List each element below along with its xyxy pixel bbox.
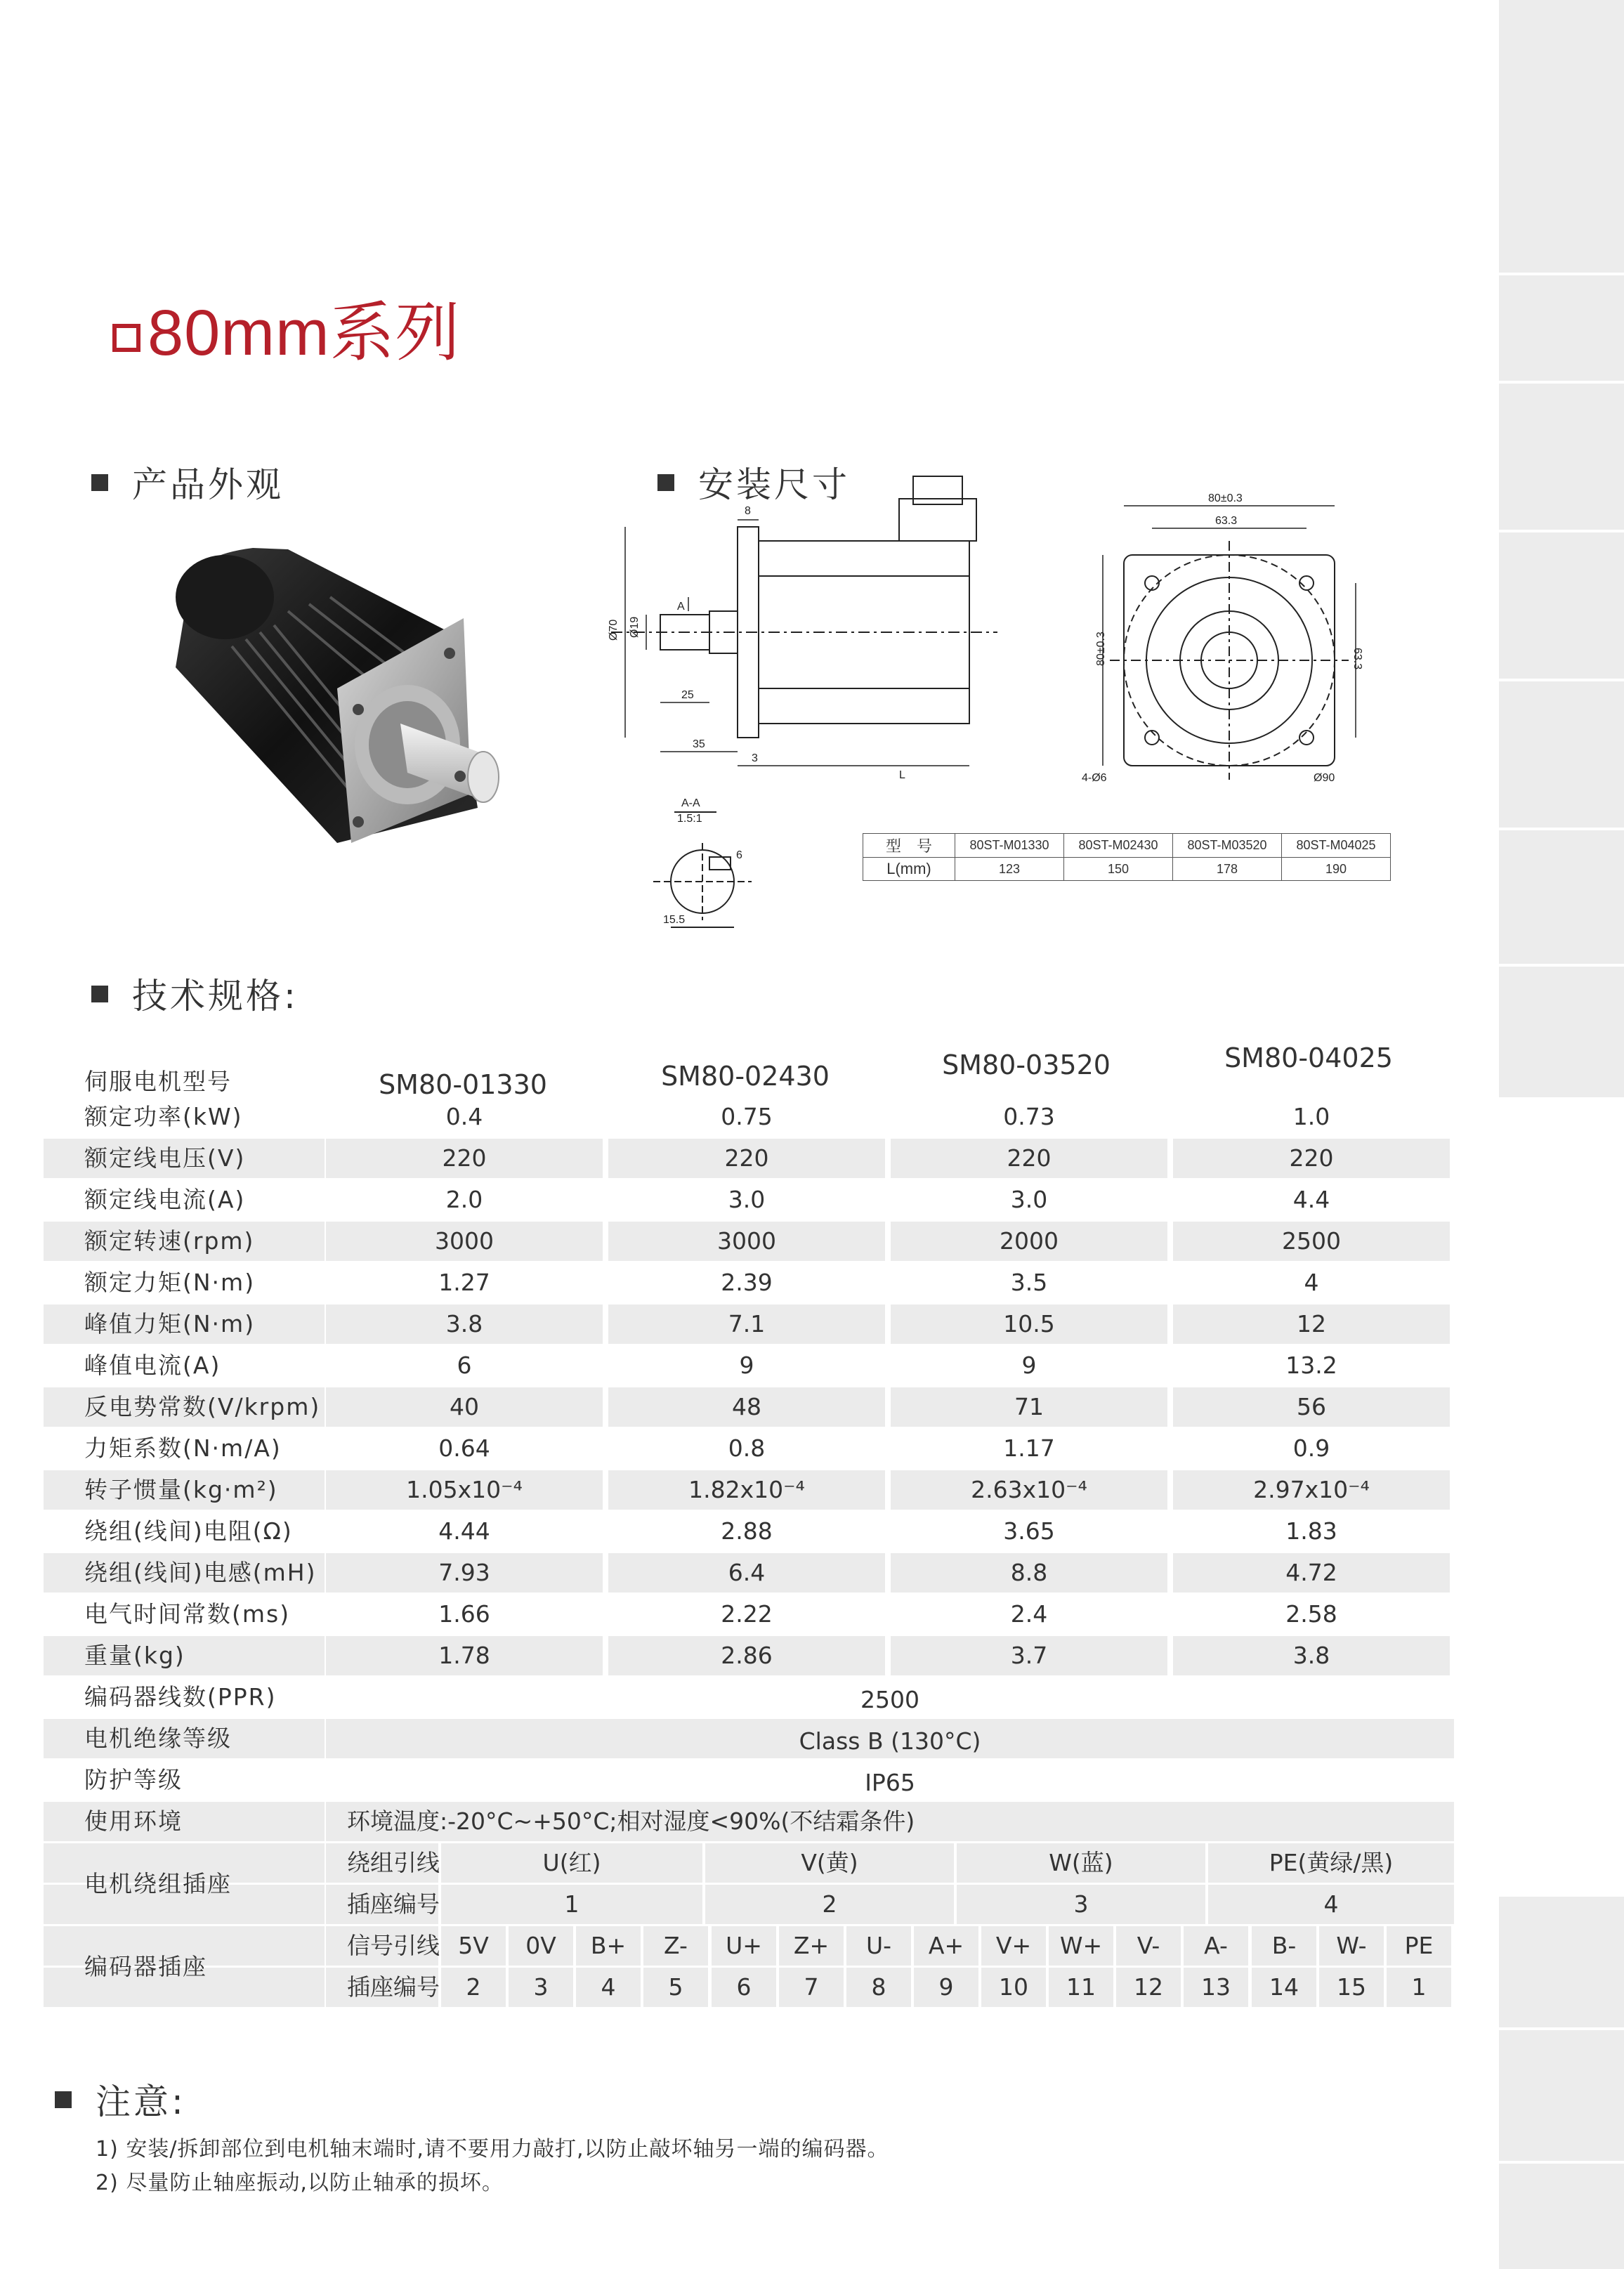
model-header: SM80-02430 bbox=[661, 1061, 830, 1092]
spec-value: 4 bbox=[1304, 1269, 1319, 1296]
encoder-socket-label: 编码器插座 bbox=[84, 1953, 207, 1980]
dim-phi19: Ø19 bbox=[629, 616, 641, 638]
motor-pin: 4 bbox=[1323, 1890, 1339, 1918]
dim-holes: 4-Ø6 bbox=[1082, 772, 1107, 784]
encoder-signal: A- bbox=[1204, 1932, 1228, 1959]
chapter-tab bbox=[1499, 2164, 1624, 2269]
section-appearance bbox=[91, 457, 284, 507]
encoder-pin: 11 bbox=[1066, 1973, 1096, 2001]
dim-15-5: 15.5 bbox=[663, 914, 686, 926]
section-appearance-text: 产品外观 bbox=[132, 464, 284, 505]
motor-row1-label: 绕组引线 bbox=[347, 1849, 440, 1876]
spec-value: 40 bbox=[450, 1393, 479, 1420]
spec-value: 71 bbox=[1014, 1393, 1044, 1420]
spec-value: 2.22 bbox=[721, 1600, 773, 1628]
encoder-pin: 5 bbox=[668, 1973, 683, 2001]
length-table bbox=[863, 833, 1391, 881]
spec-value: 9 bbox=[739, 1352, 754, 1379]
spec-value: 7.93 bbox=[438, 1559, 490, 1586]
spec-value: 9 bbox=[1021, 1352, 1037, 1379]
dim-3: 3 bbox=[752, 752, 758, 764]
spec-row-label: 电气时间常数(ms) bbox=[84, 1600, 291, 1628]
spec-value: 1.17 bbox=[1003, 1434, 1055, 1462]
spec-value: 3000 bbox=[717, 1227, 776, 1255]
spec-value: 3.0 bbox=[728, 1186, 766, 1213]
encoder-signal: 0V bbox=[525, 1932, 556, 1959]
bullet-icon bbox=[55, 2091, 72, 2108]
encoder-pin: 9 bbox=[938, 1973, 954, 2001]
chapter-tab bbox=[1499, 681, 1624, 828]
spec-value: 1.82x10⁻⁴ bbox=[688, 1476, 805, 1503]
motor-row2-label: 插座编号 bbox=[347, 1890, 440, 1918]
dim-L: L bbox=[899, 769, 905, 780]
spec-value: 2.58 bbox=[1285, 1600, 1337, 1628]
spec-value: 3000 bbox=[435, 1227, 494, 1255]
encoder-signal: 5V bbox=[458, 1932, 489, 1959]
bullet-icon bbox=[91, 474, 108, 491]
motor-lead: W(蓝) bbox=[1049, 1849, 1113, 1876]
spec-value: 220 bbox=[724, 1144, 769, 1172]
spec-value: 3.8 bbox=[1292, 1642, 1330, 1669]
spec-value: 2.97x10⁻⁴ bbox=[1253, 1476, 1370, 1503]
spec-value: 2.0 bbox=[445, 1186, 483, 1213]
encoder-pin: 10 bbox=[999, 1973, 1028, 2001]
spec-value: 3.65 bbox=[1003, 1517, 1055, 1545]
spec-row-label: 额定功率(kW) bbox=[84, 1103, 243, 1130]
spec-value: 2.86 bbox=[721, 1642, 773, 1669]
length-header-cell: 型 号 bbox=[863, 834, 955, 858]
chapter-tab bbox=[1499, 275, 1624, 381]
encoder-signal: V- bbox=[1137, 1932, 1160, 1959]
encoder-pin: 8 bbox=[871, 1973, 886, 2001]
page-title-text: 80mm系列 bbox=[148, 297, 461, 369]
encoder-signal: Z- bbox=[664, 1932, 688, 1959]
motor-lead: V(黄) bbox=[801, 1849, 858, 1876]
chapter-tab bbox=[1499, 384, 1624, 530]
model-header: SM80-03520 bbox=[942, 1050, 1111, 1080]
encoder-signal: W+ bbox=[1059, 1932, 1103, 1959]
spec-value: 4.72 bbox=[1285, 1559, 1337, 1586]
spec-value: 12 bbox=[1297, 1310, 1326, 1338]
length-cell: 150 bbox=[1064, 858, 1173, 881]
spec-value: 2.39 bbox=[721, 1269, 773, 1296]
spec-value: 0.8 bbox=[728, 1434, 766, 1462]
spec-value: 2.63x10⁻⁴ bbox=[971, 1476, 1087, 1503]
section-aa-drawing bbox=[639, 794, 794, 955]
spec-value: 1.05x10⁻⁴ bbox=[406, 1476, 523, 1503]
dim-8: 8 bbox=[745, 505, 751, 517]
length-header-cell: 80ST-M03520 bbox=[1173, 834, 1282, 858]
spec-value: 0.73 bbox=[1003, 1103, 1055, 1130]
spec-value: 220 bbox=[1289, 1144, 1334, 1172]
page-title bbox=[112, 281, 461, 374]
spec-value: 4.44 bbox=[438, 1517, 490, 1545]
chapter-tab bbox=[1499, 2030, 1624, 2161]
spec-row-label: 峰值电流(A) bbox=[84, 1352, 221, 1379]
dim-phi70: Ø70 bbox=[608, 619, 620, 641]
encoder-pin: 14 bbox=[1269, 1973, 1299, 2001]
encoder-pin: 7 bbox=[804, 1973, 819, 2001]
section-specs bbox=[91, 968, 299, 1019]
spec-value: 0.75 bbox=[721, 1103, 773, 1130]
spec-value: 3.5 bbox=[1010, 1269, 1048, 1296]
dim-phi90: Ø90 bbox=[1314, 772, 1335, 784]
encoder-row1-label: 信号引线 bbox=[347, 1932, 440, 1959]
shared-row-label: 编码器线数(PPR) bbox=[84, 1683, 277, 1711]
spec-row-label: 绕组(线间)电阻(Ω) bbox=[84, 1517, 293, 1545]
motor-product-image bbox=[148, 534, 513, 857]
encoder-pin: 1 bbox=[1411, 1973, 1427, 2001]
spec-row-label: 额定线电压(V) bbox=[84, 1144, 246, 1172]
encoder-pin: 6 bbox=[736, 1973, 752, 2001]
spec-value: 48 bbox=[732, 1393, 761, 1420]
spec-row-label: 绕组(线间)电感(mH) bbox=[84, 1559, 317, 1586]
encoder-signal: V+ bbox=[995, 1932, 1032, 1959]
shared-row-label: 电机绝缘等级 bbox=[84, 1725, 232, 1752]
side-view-drawing bbox=[604, 471, 1082, 780]
front-view-drawing bbox=[1082, 478, 1391, 787]
spec-value: 2.4 bbox=[1010, 1600, 1048, 1628]
spec-row-label: 力矩系数(N·m/A) bbox=[84, 1434, 282, 1462]
encoder-pin: 2 bbox=[466, 1973, 481, 2001]
spec-value: 8.8 bbox=[1010, 1559, 1048, 1586]
encoder-pin: 4 bbox=[601, 1973, 616, 2001]
spec-row-label: 峰值力矩(N·m) bbox=[84, 1310, 256, 1338]
spec-row-label: 转子惯量(kg·m²) bbox=[84, 1476, 278, 1503]
spec-value: 0.64 bbox=[438, 1434, 490, 1462]
shared-row-value: 2500 bbox=[860, 1686, 919, 1713]
spec-value: 1.27 bbox=[438, 1269, 490, 1296]
shared-row-label: 防护等级 bbox=[84, 1766, 183, 1793]
encoder-signal: Z+ bbox=[793, 1932, 830, 1959]
chapter-tab-strip bbox=[1499, 0, 1624, 2269]
spec-value: 4.4 bbox=[1292, 1186, 1330, 1213]
encoder-signal: A+ bbox=[928, 1932, 964, 1959]
motor-pin: 2 bbox=[822, 1890, 837, 1918]
shared-row-value: IP65 bbox=[865, 1769, 915, 1796]
encoder-signal: B- bbox=[1271, 1932, 1297, 1959]
chapter-tab bbox=[1499, 830, 1624, 964]
encoder-pin: 15 bbox=[1337, 1973, 1366, 2001]
dim-25: 25 bbox=[681, 689, 694, 701]
encoder-signal: W- bbox=[1336, 1932, 1367, 1959]
length-header-cell: 80ST-M02430 bbox=[1064, 834, 1173, 858]
section-specs-text: 技术规格: bbox=[132, 976, 299, 1016]
dim-width-63: 63.3 bbox=[1215, 515, 1238, 527]
motor-pin: 3 bbox=[1073, 1890, 1089, 1918]
chapter-tab bbox=[1499, 967, 1624, 1097]
length-header-cell: 80ST-M01330 bbox=[955, 834, 1064, 858]
dim-height-80: 80±0.3 bbox=[1095, 632, 1107, 666]
length-table-row bbox=[863, 858, 1391, 881]
spec-value: 1.78 bbox=[438, 1642, 490, 1669]
spec-value: 0.4 bbox=[445, 1103, 483, 1130]
encoder-pin: 13 bbox=[1201, 1973, 1231, 2001]
spec-value: 1.66 bbox=[438, 1600, 490, 1628]
spec-value: 6 bbox=[457, 1352, 472, 1379]
spec-value: 0.9 bbox=[1292, 1434, 1330, 1462]
encoder-signal: PE bbox=[1404, 1932, 1434, 1959]
shared-row-value: Class B (130°C) bbox=[799, 1727, 981, 1755]
spec-row-label: 重量(kg) bbox=[84, 1642, 185, 1669]
chapter-tab bbox=[1499, 0, 1624, 273]
spec-value: 7.1 bbox=[728, 1310, 766, 1338]
length-cell: 190 bbox=[1282, 858, 1391, 881]
square-icon bbox=[112, 324, 140, 352]
spec-value: 2000 bbox=[1000, 1227, 1059, 1255]
encoder-pin: 3 bbox=[533, 1973, 549, 2001]
model-header: SM80-04025 bbox=[1224, 1042, 1393, 1073]
note-item: 1) 安装/拆卸部位到电机轴末端时,请不要用力敲打,以防止敲坏轴另一端的编码器。 bbox=[96, 2137, 889, 2162]
spec-value: 1.83 bbox=[1285, 1517, 1337, 1545]
dim-height-63: 63.3 bbox=[1351, 648, 1363, 670]
chapter-tab bbox=[1499, 1897, 1624, 2027]
note-item: 2) 尽量防止轴座振动,以防止轴承的损坏。 bbox=[96, 2171, 504, 2195]
length-header-cell: 80ST-M04025 bbox=[1282, 834, 1391, 858]
bullet-icon bbox=[91, 986, 108, 1002]
section-mark-a: A bbox=[677, 601, 685, 613]
model-header: SM80-01330 bbox=[379, 1069, 547, 1100]
spec-value: 220 bbox=[1007, 1144, 1052, 1172]
spec-value: 56 bbox=[1297, 1393, 1326, 1420]
motor-lead: U(红) bbox=[542, 1849, 601, 1876]
encoder-pin: 12 bbox=[1134, 1973, 1163, 2001]
section-notes bbox=[55, 2074, 186, 2124]
length-table-header bbox=[863, 834, 1391, 858]
spec-value: 3.0 bbox=[1010, 1186, 1048, 1213]
section-dimensions-text: 安装尺寸 bbox=[698, 464, 850, 505]
shared-row-label: 使用环境 bbox=[84, 1807, 183, 1835]
spec-value: 13.2 bbox=[1285, 1352, 1337, 1379]
spec-row-label: 额定线电流(A) bbox=[84, 1186, 246, 1213]
spec-value: 220 bbox=[442, 1144, 487, 1172]
encoder-signal: U+ bbox=[726, 1932, 762, 1959]
model-label: 伺服电机型号 bbox=[84, 1068, 232, 1095]
length-cell: 123 bbox=[955, 858, 1064, 881]
spec-value: 3.8 bbox=[445, 1310, 483, 1338]
spec-row-label: 额定力矩(N·m) bbox=[84, 1269, 256, 1296]
shared-row-value: 环境温度:-20°C~+50°C;相对湿度<90%(不结霜条件) bbox=[347, 1807, 915, 1835]
dim-key-6: 6 bbox=[736, 849, 742, 861]
spec-value: 6.4 bbox=[728, 1559, 766, 1586]
motor-lead: PE(黄绿/黑) bbox=[1269, 1849, 1394, 1876]
chapter-tab bbox=[1499, 532, 1624, 679]
spec-value: 1.0 bbox=[1292, 1103, 1330, 1130]
encoder-signal: U- bbox=[865, 1932, 892, 1959]
spec-value: 2500 bbox=[1282, 1227, 1341, 1255]
length-cell: 178 bbox=[1173, 858, 1282, 881]
spec-value: 2.88 bbox=[721, 1517, 773, 1545]
spec-row-label: 额定转速(rpm) bbox=[84, 1227, 255, 1255]
spec-row-label: 反电势常数(V/krpm) bbox=[84, 1393, 321, 1420]
motor-socket-label: 电机绕组插座 bbox=[84, 1870, 232, 1897]
encoder-signal: B+ bbox=[590, 1932, 627, 1959]
section-notes-text: 注意: bbox=[96, 2081, 186, 2122]
section-aa-label: A-A bbox=[681, 797, 700, 809]
dim-35: 35 bbox=[693, 738, 705, 750]
section-scale-label: 1.5:1 bbox=[677, 813, 702, 825]
spec-value: 3.7 bbox=[1010, 1642, 1048, 1669]
motor-pin: 1 bbox=[564, 1890, 579, 1918]
spec-value: 10.5 bbox=[1003, 1310, 1055, 1338]
dim-width-80: 80±0.3 bbox=[1208, 492, 1243, 504]
encoder-row2-label: 插座编号 bbox=[347, 1973, 440, 2001]
length-cell: L(mm) bbox=[863, 858, 955, 881]
